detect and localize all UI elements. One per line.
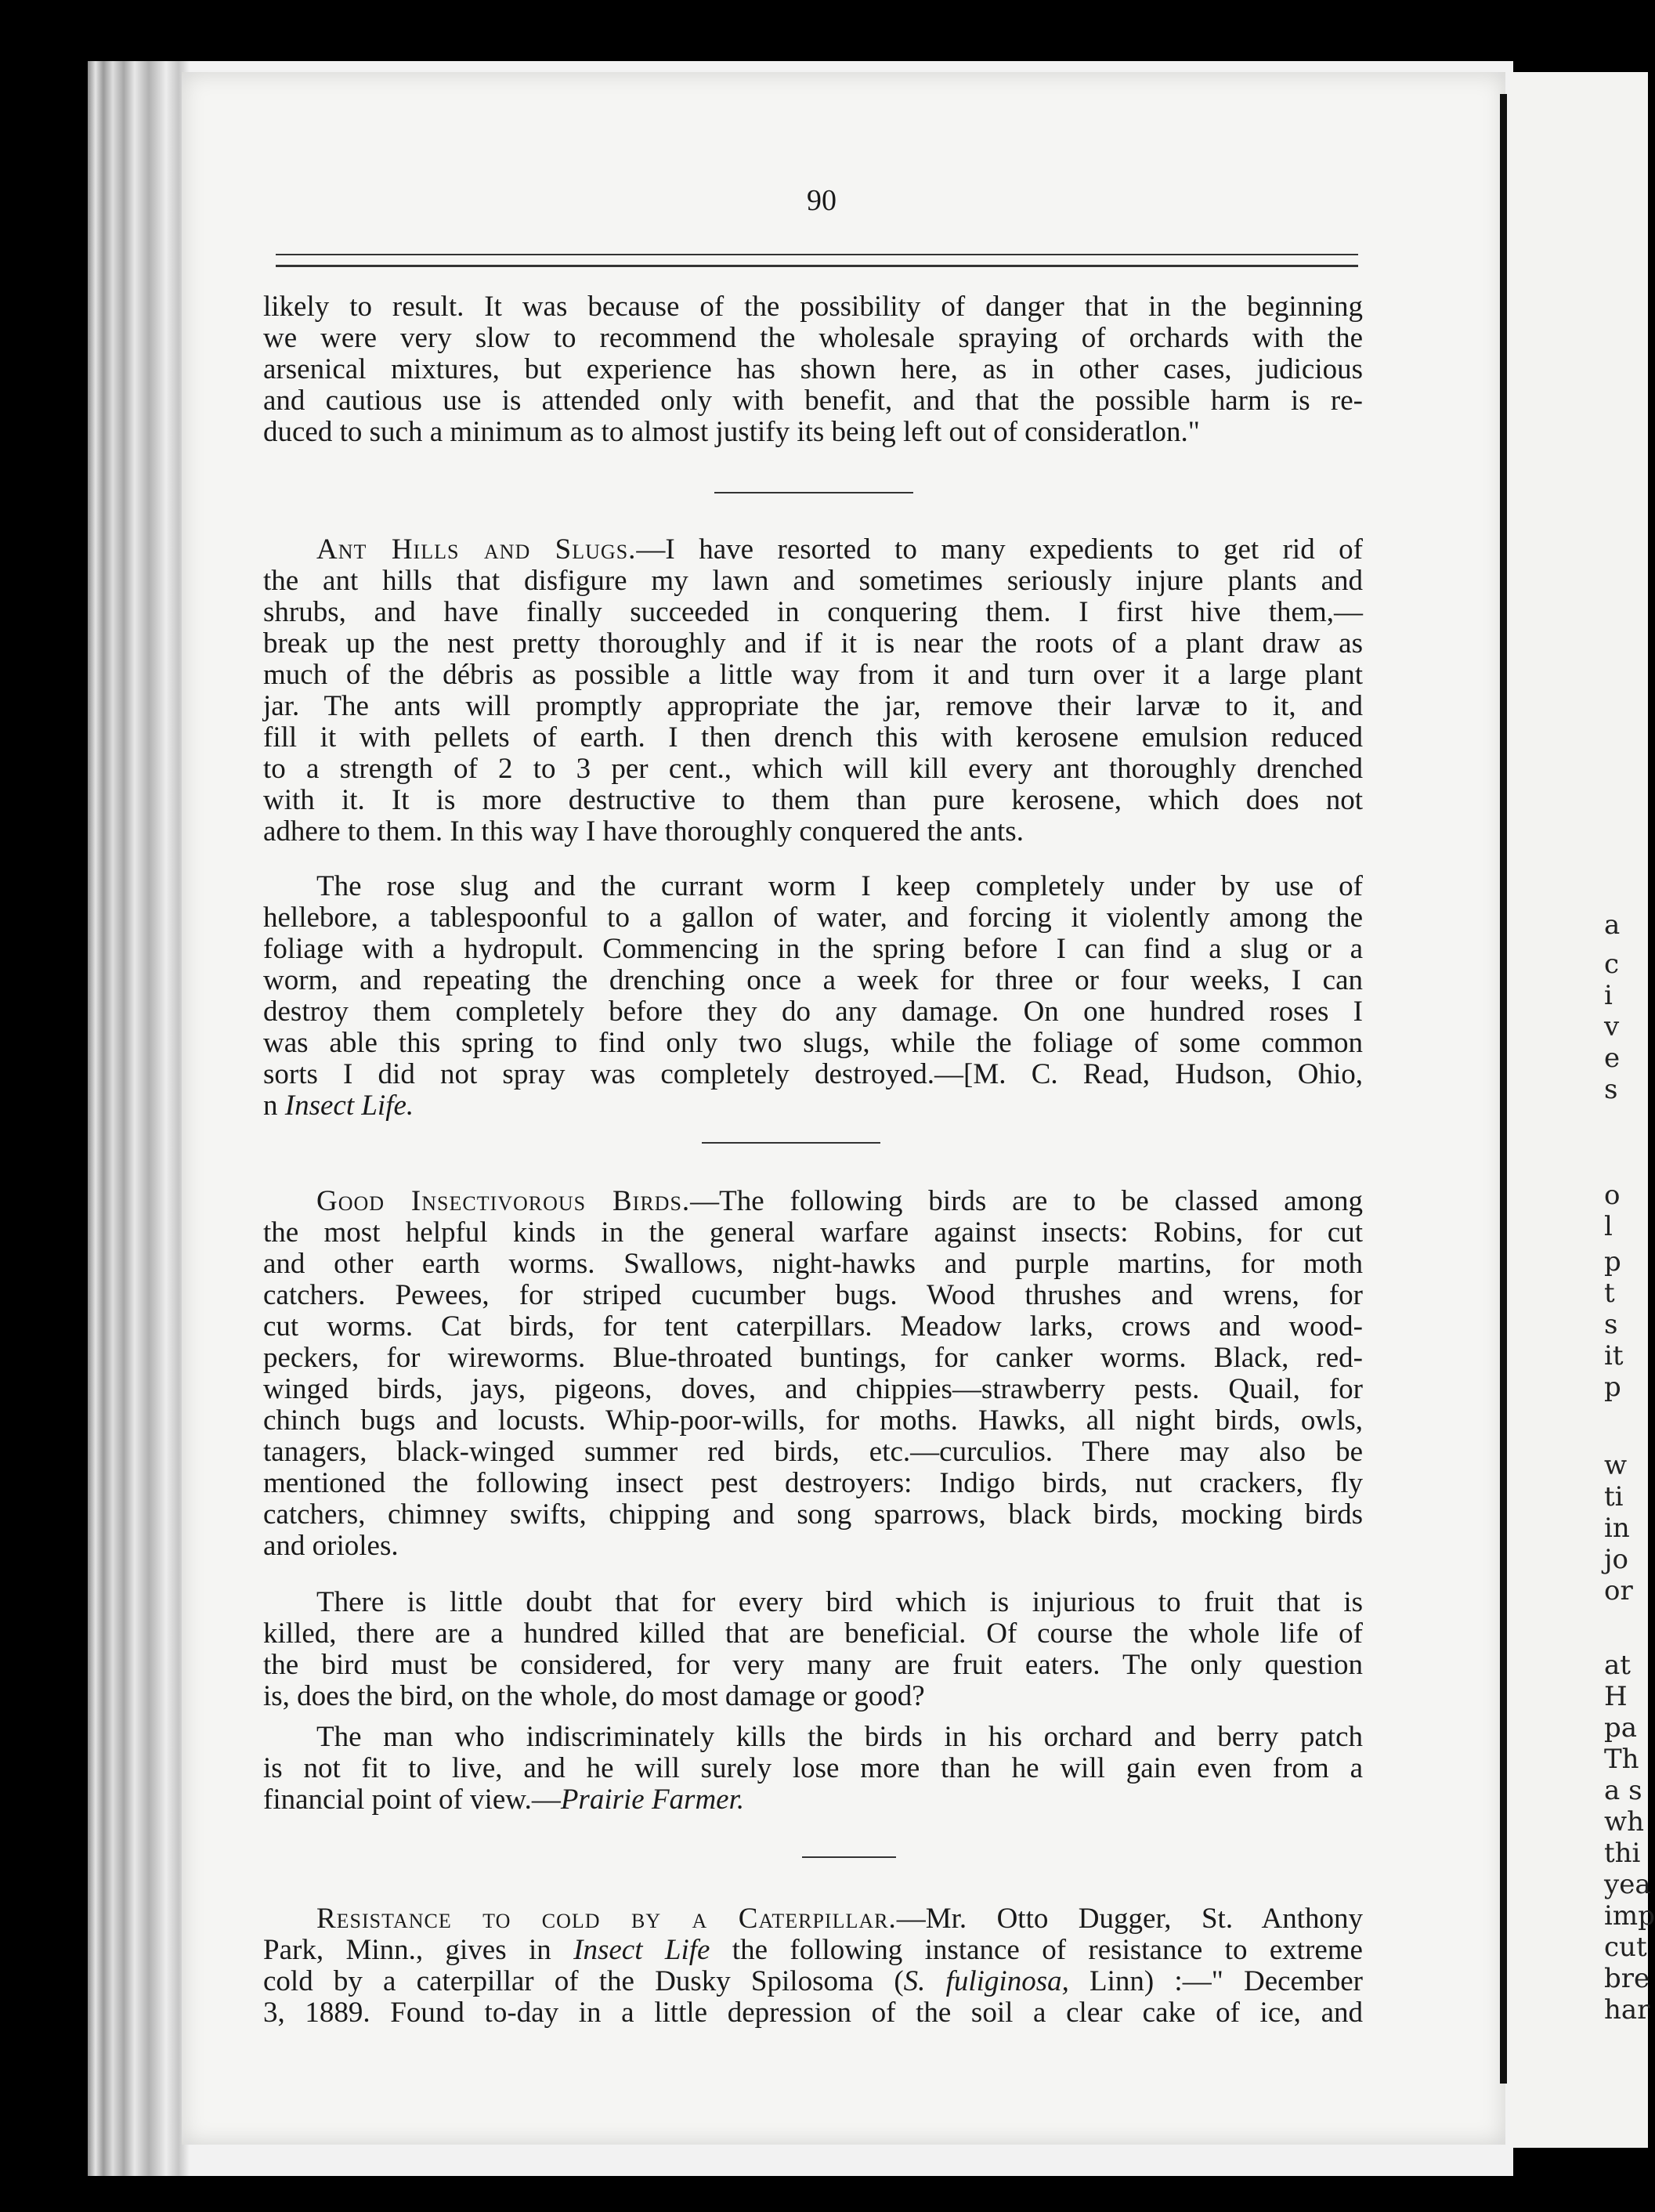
text-line: with it. It is more destructive to them than pure kerosene, which does not	[263, 784, 1363, 816]
ant-hills-section	[263, 534, 1363, 848]
text-line: break up the nest pretty thoroughly and if it is near the roots of a plant draw as	[263, 627, 1363, 660]
man-paragraph	[263, 1722, 1363, 1816]
facing-page-fragment: c	[1604, 949, 1620, 980]
text-line: much of the débris as possible a little way from it and turn over it a large plant	[263, 659, 1363, 691]
text-line: catchers. Pewees, for striped cucumber bugs. Wood thrushes and wrens, for	[263, 1279, 1363, 1311]
text-line: the most helpful kinds in the general warfare against insects: Robins, for cut	[263, 1216, 1363, 1249]
facing-page-fragment: w	[1604, 1450, 1628, 1481]
text-line: cut worms. Cat birds, for tent caterpillars. Meadow larks, crows and wood-	[263, 1310, 1363, 1343]
text-line: the ant hills that disfigure my lawn and sometimes seriously injure plants and	[263, 565, 1363, 597]
rose-slug-paragraph	[263, 871, 1363, 1122]
text-line: —The following birds are to be classed among	[690, 1185, 1363, 1217]
facing-page-fragment: p	[1604, 1372, 1621, 1403]
text-line: winged birds, jays, pigeons, doves, and chippies—strawberry pests. Quail, for	[263, 1373, 1363, 1405]
facing-page-fragment: wh	[1604, 1806, 1644, 1838]
facing-page-fragment: bre	[1604, 1963, 1650, 1994]
facing-page-fragment: o	[1604, 1180, 1621, 1211]
page-number: 90	[807, 184, 837, 217]
facing-page-fragment: it	[1604, 1340, 1624, 1372]
facing-page-fragment: pa	[1604, 1712, 1638, 1744]
facing-page-fragment: yea	[1604, 1869, 1651, 1900]
text-fragment: n	[263, 1090, 285, 1122]
paragraph-continuation	[263, 291, 1363, 448]
facing-page-fragment: jo	[1604, 1544, 1629, 1575]
text-fragment: the following instance of resistance to extreme	[710, 1934, 1363, 1966]
text-line: fill it with pellets of earth. I then drench this with kerosene emulsion reduced	[263, 721, 1363, 754]
facing-page-fragment: thi	[1604, 1838, 1641, 1869]
text-line: to a strength of 2 to 3 per cent., which will kill every ant thoroughly drenched	[263, 753, 1363, 785]
section-heading: Ant Hills and Slugs.	[316, 533, 637, 566]
species-name: S. fuliginosa,	[903, 1965, 1069, 1997]
text-line: The rose slug and the currant worm I keep completely under by use of	[316, 870, 1363, 902]
text-line: killed, there are a hundred killed that are beneficial. Of course the whole life of	[263, 1617, 1363, 1650]
text-line	[263, 1784, 1363, 1816]
text-line: chinch bugs and locusts. Whip-poor-wills, for moths. Hawks, all night birds, owls,	[263, 1404, 1363, 1437]
text-fragment: Park, Minn., gives in	[263, 1934, 574, 1966]
italic-title: Insect Life	[573, 1934, 710, 1966]
text-line: and cautious use is attended only with benefit, and that the possible harm is re-	[263, 385, 1363, 417]
header-double-rule	[276, 254, 1358, 267]
text-line: and orioles.	[263, 1530, 399, 1562]
text-line: peckers, for wireworms. Blue-throated buntings, for canker worms. Black, red-	[263, 1342, 1363, 1374]
section-separator	[802, 1856, 896, 1858]
facing-page-fragment: s	[1604, 1309, 1618, 1340]
text-line: foliage with a hydropult. Commencing in the spring before I can find a slug or a	[263, 933, 1363, 965]
text-line: we were very slow to recommend the wholesale spraying of orchards with the	[263, 322, 1363, 354]
section-heading: Good Insectivorous Birds.	[316, 1185, 691, 1217]
source-citation: Prairie Farmer.	[560, 1784, 745, 1816]
text-line: likely to result. It was because of the possibility of danger that in the beginning	[263, 291, 1363, 323]
facing-page-fragment: a s	[1604, 1775, 1642, 1806]
text-line: —I have resorted to many expedients to get rid of	[636, 533, 1363, 566]
facing-page-fragment: l	[1604, 1211, 1613, 1242]
facing-page-fragment: imp	[1604, 1900, 1655, 1932]
facing-page-fragment: ti	[1604, 1481, 1624, 1513]
text-line: arsenical mixtures, but experience has shown here, as in other cases, judicious	[263, 353, 1363, 385]
text-line: The man who indiscriminately kills the birds in his orchard and berry patch	[316, 1721, 1363, 1753]
insectivorous-birds-section	[263, 1186, 1363, 1562]
gutter-rule	[1500, 94, 1507, 2084]
facing-page-fragment: har	[1604, 1994, 1650, 2026]
facing-page-fragment: Th	[1604, 1744, 1639, 1775]
text-line: duced to such a minimum as to almost justify its being left out of consideratlon."	[263, 416, 1200, 448]
source-citation: Insect Life.	[284, 1090, 414, 1122]
text-line: —Mr. Otto Dugger, St. Anthony	[896, 1903, 1363, 1935]
facing-page-fragment: p	[1604, 1246, 1621, 1278]
text-line: adhere to them. In this way I have thoroughly conquered the ants.	[263, 815, 1024, 848]
text-line: is not fit to live, and he will surely lose more than he will gain even from a	[263, 1752, 1363, 1784]
section-separator	[714, 492, 913, 493]
facing-page-fragment: H	[1604, 1681, 1628, 1712]
text-line: There is little doubt that for every bird which is injurious to fruit that is	[316, 1586, 1363, 1618]
section-heading: Resistance to cold by a Caterpillar.	[316, 1903, 897, 1935]
text-line: shrubs, and have finally succeeded in conquering them. I first hive them,—	[263, 596, 1363, 628]
facing-page-fragment: cut	[1604, 1932, 1647, 1963]
text-line: tanagers, black-winged summer red birds, etc.—curculios. There may also be	[263, 1436, 1363, 1468]
text-line: was able this spring to find only two slugs, while the foliage of some common	[263, 1027, 1363, 1059]
text-fragment: financial point of view.—	[263, 1784, 561, 1816]
facing-page-fragment: or	[1604, 1575, 1633, 1607]
facing-page-fragment: v	[1604, 1011, 1620, 1043]
text-line: catchers, chimney swifts, chipping and song sparrows, black birds, mocking birds	[263, 1498, 1363, 1531]
facing-page-fragment: s	[1604, 1074, 1618, 1105]
facing-page-fragment: e	[1604, 1043, 1621, 1074]
text-line: and other earth worms. Swallows, night-hawks and purple martins, for moth	[263, 1248, 1363, 1280]
facing-page-fragment: in	[1604, 1513, 1630, 1544]
section-separator	[702, 1142, 880, 1144]
text-line: jar. The ants will promptly appropriate the jar, remove their larvæ to it, and	[263, 690, 1363, 722]
resistance-section	[263, 1903, 1363, 2029]
text-line: is, does the bird, on the whole, do most damage or good?	[263, 1680, 925, 1712]
text-line: destroy them completely before they do any damage. On one hundred roses I	[263, 996, 1363, 1028]
facing-page-fragment: a	[1604, 909, 1621, 941]
text-line: mentioned the following insect pest destroyers: Indigo birds, nut crackers, fly	[263, 1467, 1363, 1499]
text-line: 3, 1889. Found to-day in a little depression of the soil a clear cake of ice, and	[263, 1997, 1363, 2029]
facing-page-fragment: t	[1604, 1278, 1615, 1309]
text-fragment: cold by a caterpillar of the Dusky Spilosoma (	[263, 1965, 904, 1997]
text-line: sorts I did not spray was completely destroyed.—[M. C. Read, Hudson, Ohio,	[263, 1058, 1363, 1090]
facing-page-fragment: at	[1604, 1650, 1631, 1681]
text-line: hellebore, a tablespoonful to a gallon of water, and forcing it violently among the	[263, 902, 1363, 934]
doubt-paragraph	[263, 1587, 1363, 1712]
facing-page-fragment: i	[1604, 980, 1613, 1011]
text-line: worm, and repeating the drenching once a week for three or four weeks, I can	[263, 964, 1363, 996]
text-line: the bird must be considered, for very many are fruit eaters. The only question	[263, 1649, 1363, 1681]
text-fragment: Linn) :—" December	[1068, 1965, 1363, 1997]
text-line	[263, 1090, 1363, 1122]
